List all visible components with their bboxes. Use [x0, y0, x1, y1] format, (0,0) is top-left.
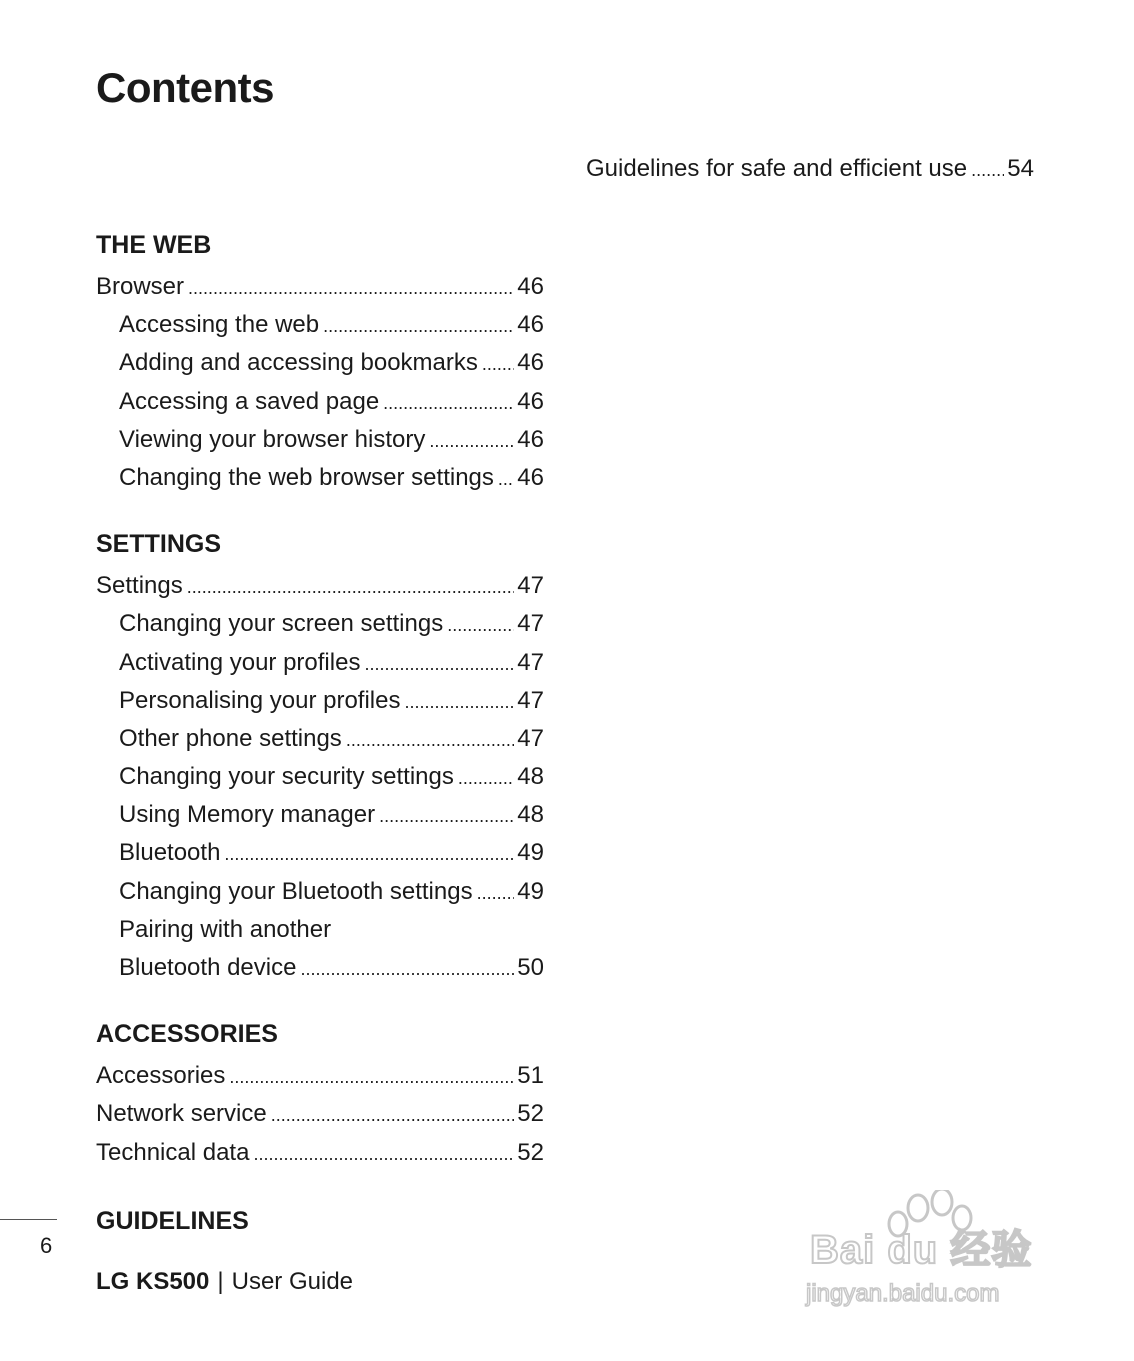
toc-entry-page: 51	[517, 1062, 544, 1090]
toc-entry-page: 52	[517, 1100, 544, 1128]
toc-entry-label: Using Memory manager	[119, 801, 376, 829]
toc-entry-label: Activating your profiles	[119, 648, 361, 676]
toc-entry-label: Accessories	[96, 1062, 226, 1090]
toc-entry-page: 47	[517, 610, 544, 638]
dot-leader	[429, 422, 514, 460]
toc-entry-label: Adding and accessing bookmarks	[119, 349, 478, 377]
dot-leader	[188, 269, 514, 307]
toc-entry-label: Browser	[96, 273, 185, 300]
toc-entry[interactable]	[96, 383, 544, 421]
section-heading: SETTINGS	[96, 530, 222, 559]
section-heading: GUIDELINES	[96, 1206, 249, 1235]
watermark-main-text: Bai du 经验	[810, 1228, 1033, 1272]
dot-leader	[379, 797, 514, 835]
footer-separator: |	[217, 1268, 224, 1295]
toc-entry-label: Changing your security settings	[119, 763, 454, 791]
toc-entry-label: Settings	[96, 572, 183, 600]
page-number: 6	[40, 1233, 53, 1258]
toc-entry[interactable]	[96, 1134, 544, 1172]
toc-entry-label: Bluetooth device	[119, 954, 297, 981]
toc-entry-label: Changing your screen settings	[119, 610, 444, 638]
dot-leader	[404, 683, 514, 721]
toc-entry[interactable]	[96, 306, 544, 344]
toc-entry[interactable]	[96, 911, 544, 949]
dot-leader	[447, 606, 514, 644]
footer-guide-label: User Guide	[231, 1268, 354, 1295]
toc-entry-page: 54	[1007, 155, 1034, 182]
toc-entry-page: 47	[517, 724, 544, 752]
toc-entry[interactable]	[586, 150, 1034, 188]
dot-leader	[300, 950, 514, 988]
toc-entry[interactable]	[96, 459, 544, 497]
toc-entry[interactable]	[96, 1057, 544, 1095]
toc-entry-page: 46	[517, 463, 544, 491]
toc-entry-label: Network service	[96, 1100, 267, 1128]
toc-entry-page: 46	[517, 425, 544, 453]
toc-entry-page: 47	[517, 648, 544, 676]
dot-leader	[229, 1058, 514, 1096]
footer-model: LG KS500	[96, 1268, 210, 1295]
toc-entry-page: 46	[517, 349, 544, 377]
toc-entry[interactable]	[96, 873, 544, 911]
section-heading: ACCESSORIES	[96, 1020, 278, 1049]
toc-entry-page: 49	[517, 839, 544, 867]
section-heading: THE WEB	[96, 231, 212, 259]
toc-entry[interactable]	[96, 567, 544, 605]
dot-leader	[271, 1096, 515, 1134]
toc-entry[interactable]	[96, 268, 544, 306]
toc-entry-label: Guidelines for safe and efficient use	[586, 155, 968, 182]
dot-leader	[346, 721, 514, 759]
page-title: Contents	[96, 64, 274, 111]
toc-entry-label: Changing the web browser settings	[119, 463, 494, 491]
toc-entry-page: 46	[517, 387, 544, 415]
toc-entry[interactable]	[96, 421, 544, 459]
dot-leader	[224, 835, 514, 873]
toc-entry[interactable]	[96, 682, 544, 720]
footer-brand	[96, 1266, 353, 1298]
toc-section	[96, 226, 544, 497]
toc-entry-label: Technical data	[96, 1138, 250, 1166]
toc-entry-page: 48	[517, 763, 544, 791]
dot-leader	[458, 759, 514, 797]
toc-entry-page: 46	[517, 273, 544, 300]
toc-entry-page: 50	[517, 954, 544, 981]
dot-leader	[364, 645, 514, 683]
toc-entry-page: 47	[517, 686, 544, 714]
toc-entry-label: Accessing the web	[119, 311, 320, 339]
toc-entry[interactable]	[96, 949, 544, 987]
baidu-jingyan-watermark	[800, 1190, 1070, 1320]
toc-left-column	[96, 226, 544, 1274]
toc-section	[96, 1202, 544, 1244]
toc-entry-label: Changing your Bluetooth settings	[119, 877, 473, 905]
dot-leader	[482, 345, 514, 383]
toc-entry-label: Other phone settings	[119, 724, 342, 752]
toc-entry-label: Bluetooth	[119, 839, 221, 867]
toc-entry[interactable]	[96, 720, 544, 758]
watermark-url: jingyan.baidu.com	[806, 1280, 1000, 1307]
toc-entry-label: Personalising your profiles	[119, 686, 401, 714]
toc-entry-page: 47	[517, 572, 544, 600]
dot-leader	[187, 568, 515, 606]
toc-entry[interactable]	[96, 834, 544, 872]
toc-entry-label: Accessing a saved page	[119, 387, 380, 415]
toc-entry-label: Viewing your browser history	[119, 425, 426, 453]
dot-leader	[253, 1135, 514, 1173]
dot-leader	[477, 874, 515, 912]
toc-right-column	[586, 150, 1034, 188]
toc-entry[interactable]	[96, 1095, 544, 1133]
toc-entry-page: 49	[517, 877, 544, 905]
dot-leader	[383, 384, 514, 422]
toc-entry[interactable]	[96, 758, 544, 796]
toc-entry[interactable]	[96, 796, 544, 834]
toc-entry-page: 48	[517, 801, 544, 829]
dot-leader	[498, 460, 514, 498]
toc-entry[interactable]	[96, 644, 544, 682]
dot-leader	[323, 307, 514, 345]
toc-entry-page: 46	[517, 311, 544, 339]
toc-entry-label: Pairing with another	[119, 915, 332, 943]
toc-entry[interactable]	[96, 344, 544, 382]
page-number-rule	[0, 1219, 57, 1220]
toc-entry[interactable]	[96, 605, 544, 643]
toc-section	[96, 525, 544, 987]
toc-entry-page: 52	[517, 1138, 544, 1166]
dot-leader	[971, 151, 1004, 189]
toc-section	[96, 1015, 544, 1172]
